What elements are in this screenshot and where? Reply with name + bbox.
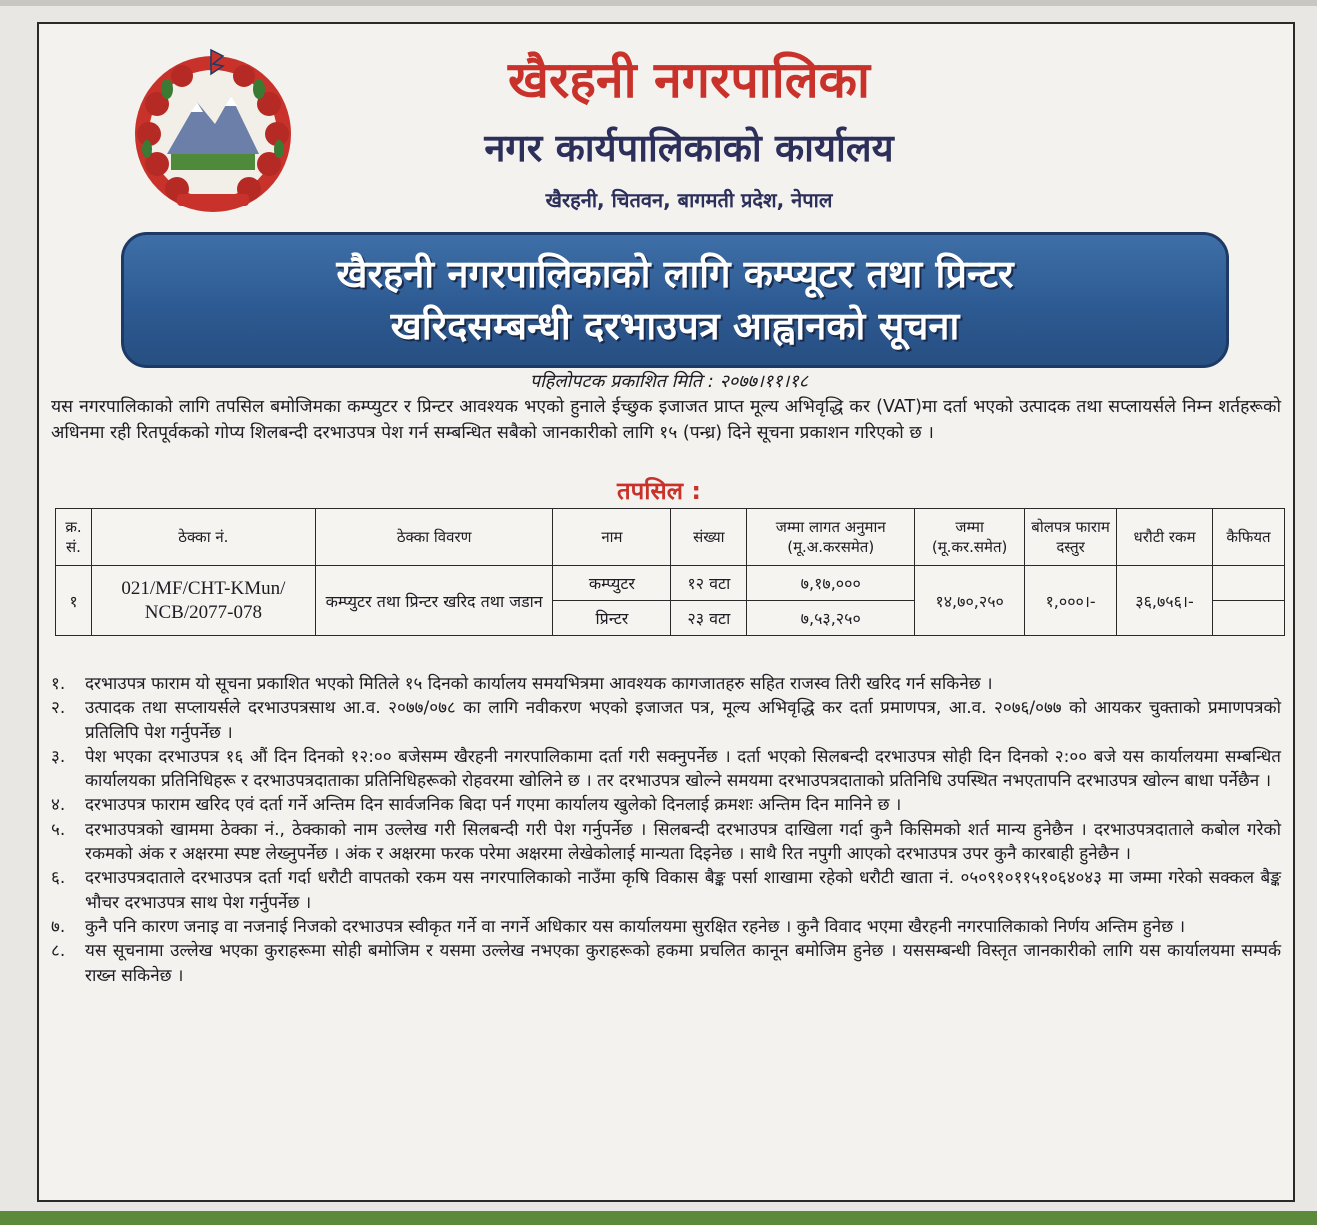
intro-paragraph: यस नगरपालिकाको लागि तपसिल बमोजिमका कम्प्युटर र प्रिन्टर आवश्यक भएको हुनाले ईच्छुक इजाजत प्राप्त मूल्य अभिवृद्धि कर (VAT)मा दर्ता भएको उत्पादक तथा सप्लायर्सले निम्न शर्तहरूको अधिनमा रही रितपूर्वकको गोप्य शिलबन्दी दरभाउपत्र पेश गर्न सम्बन्धित सबैको जानकारीको लागि १५ (पन्ध्र) दिने सूचना प्रकाशन गरिएको छ । bbox=[51, 397, 1281, 443]
cell-description: कम्प्युटर तथा प्रिन्टर खरिद तथा जडान bbox=[315, 566, 553, 636]
cell-total: १४,७०,२५० bbox=[915, 566, 1025, 636]
tapsil-heading: तपसिल : bbox=[617, 477, 701, 505]
conditions-list bbox=[51, 672, 1281, 988]
table-header-row bbox=[56, 509, 1285, 566]
header-name: नाम bbox=[553, 509, 671, 566]
condition-number: २. bbox=[51, 698, 66, 719]
tender-details-table bbox=[55, 508, 1285, 636]
condition-number: ३. bbox=[51, 746, 66, 767]
header-deposit: धरौटी रकम bbox=[1117, 509, 1213, 566]
condition-item bbox=[51, 745, 1281, 794]
condition-text: उत्पादक तथा सप्लायर्सले दरभाउपत्रसाथ आ.व. २०७७/०७८ का लागि नवीकरण भएको इजाजत पत्र, मूल्य अभिवृद्धि कर दर्ता प्रमाणपत्र, आ.व. २०७६/०७७ को आयकर चुक्ताको प्रमाणपत्रको प्रतिलिपि पेश गर्नुपर्नेछ । bbox=[85, 698, 1281, 743]
condition-item bbox=[51, 696, 1281, 745]
header-total: जम्मा (मू.कर.समेत) bbox=[915, 509, 1025, 566]
cell-item-quantity: १२ वटा bbox=[671, 566, 747, 601]
condition-item bbox=[51, 915, 1281, 939]
condition-text: कुनै पनि कारण जनाइ वा नजनाई निजको दरभाउपत्र स्वीकृत गर्ने वा नगर्ने अधिकार यस कार्यालयमा सुरक्षित रहनेछ । कुनै विवाद भएमा खैरहनी नगरपालिकाको निर्णय अन्तिम हुनेछ । bbox=[85, 916, 1186, 937]
header-form-fee: बोलपत्र फाराम दस्तुर bbox=[1025, 509, 1117, 566]
condition-item bbox=[51, 793, 1281, 817]
cell-sn: १ bbox=[56, 566, 92, 636]
nepal-government-emblem-icon bbox=[127, 44, 299, 216]
condition-number: १. bbox=[51, 674, 66, 694]
header-description: ठेक्का विवरण bbox=[315, 509, 553, 566]
condition-text: दरभाउपत्रदाताले दरभाउपत्र दर्ता गर्दा धरौटी वापतको रकम यस नगरपालिकाको नाउँमा कृषि विकास बैङ्क पर्सा शाखामा रहेको धरौटी खाता नं. ०५०९१०११५१०६४०४३ मा जम्मा गरेको सक्कल बैङ्क भौचर दरभाउपत्र साथ पेश गर्नुपर्नेछ । bbox=[85, 868, 1281, 913]
notice-title-banner bbox=[121, 232, 1229, 368]
org-name: खैरहनी नगरपालिका bbox=[508, 50, 870, 109]
condition-number: ८. bbox=[51, 941, 66, 962]
publication-date: पहिलोपटक प्रकाशित मिति : २०७७।११।१८ bbox=[529, 371, 809, 392]
condition-number: ४. bbox=[51, 795, 66, 816]
header-estimate: जम्मा लागत अनुमान (मू.अ.करसमेत) bbox=[747, 509, 915, 566]
condition-item bbox=[51, 672, 1281, 696]
condition-text: दरभाउपत्रको खाममा ठेक्का नं., ठेक्काको नाम उल्लेख गरी सिलबन्दी गरी पेश गर्नुपर्नेछ । सिलबन्दी दरभाउपत्र दाखिला गर्दा कुनै किसिमको शर्त मान्य हुनेछैन । दरभाउपत्रदाताले कबोल गरेको रकमको अंक र अक्षरमा स्पष्ट लेख्नुपर्नेछ । अंक र अक्षरमा फरक परेमा अक्षरमा लेखेकोलाई मान्यता दिइनेछ । साथै रित नपुगी आएको दरभाउपत्र उपर कुनै कारबाही हुनेछैन । bbox=[85, 819, 1281, 865]
condition-text: पेश भएका दरभाउपत्र १६ औं दिन दिनको १२:०० बजेसम्म खैरहनी नगरपालिकामा दर्ता गरी सक्नुपर्नेछ । दर्ता भएको सिलबन्दी दरभाउपत्र सोही दिन दिनको २:०० बजे यस कार्यालयमा सम्बन्धित कार्यालयका प्रतिनिधिहरू र दरभाउपत्रदाताका प्रतिनिधिहरूको रोहवरमा खोलिने छ । तर दरभाउपत्र खोल्ने समयमा दरभाउपत्रदाताको प्रतिनिधि उपस्थित नभएतापनि दरभाउपत्र खोल्न बाधा पर्नेछैन । bbox=[85, 746, 1281, 792]
cell-item-quantity: २३ वटा bbox=[671, 601, 747, 636]
cell-item-name: कम्प्युटर bbox=[553, 566, 671, 601]
condition-item bbox=[51, 939, 1281, 988]
header-quantity: संख्या bbox=[671, 509, 747, 566]
office-address: खैरहनी, चितवन, बागमती प्रदेश, नेपाल bbox=[545, 188, 833, 212]
condition-item bbox=[51, 818, 1281, 867]
cell-item-name: प्रिन्टर bbox=[553, 601, 671, 636]
banner-title-line-1: खैरहनी नगरपालिकाको लागि कम्प्यूटर तथा प्रिन्टर bbox=[336, 252, 1014, 296]
cell-remarks bbox=[1212, 601, 1284, 636]
cell-form-fee: १,०००।- bbox=[1025, 566, 1117, 636]
banner-title-line-2: खरिदसम्बन्धी दरभाउपत्र आह्वानको सूचना bbox=[390, 304, 960, 348]
notice-sheet bbox=[37, 22, 1295, 1202]
condition-text: दरभाउपत्र फाराम यो सूचना प्रकाशित भएको मितिले १५ दिनको कार्यालय समयभित्रमा आवश्यक कागजातहरु सहित राजस्व तिरी खरिद गर्न सकिनेछ । bbox=[85, 674, 993, 694]
page-top-edge bbox=[0, 0, 1317, 6]
condition-text: यस सूचनामा उल्लेख भएका कुराहरूमा सोही बमोजिम र यसमा उल्लेख नभएका कुराहरूको हकमा प्रचलित कानून बमोजिम हुनेछ । यससम्बन्धी विस्तृत जानकारीको लागि यस कार्यालयमा सम्पर्क राख्न सकिनेछ । bbox=[85, 941, 1281, 986]
cell-contract-no: 021/MF/CHT-KMun/ NCB/2077-078 bbox=[91, 566, 315, 636]
cell-remarks bbox=[1212, 566, 1284, 601]
condition-number: ६. bbox=[51, 868, 66, 889]
page-bottom-edge bbox=[0, 1211, 1317, 1225]
condition-number: ५. bbox=[51, 819, 66, 840]
cell-item-estimate: ७,१७,००० bbox=[747, 566, 915, 601]
condition-number: ७. bbox=[51, 916, 66, 937]
cell-deposit: ३६,७५६।- bbox=[1117, 566, 1213, 636]
header-contract-no: ठेक्का नं. bbox=[91, 509, 315, 566]
condition-text: दरभाउपत्र फाराम खरिद एवं दर्ता गर्ने अन्तिम दिन सार्वजनिक बिदा पर्न गएमा कार्यालय खुलेको दिनलाई क्रमशः अन्तिम दिन मानिने छ । bbox=[85, 795, 902, 816]
condition-item bbox=[51, 866, 1281, 915]
header-sn: क्र. सं. bbox=[56, 509, 92, 566]
header-remarks: कैफियत bbox=[1212, 509, 1284, 566]
table-row bbox=[56, 566, 1285, 601]
cell-item-estimate: ७,५३,२५० bbox=[747, 601, 915, 636]
office-name: नगर कार्यपालिकाको कार्यालय bbox=[484, 126, 894, 170]
